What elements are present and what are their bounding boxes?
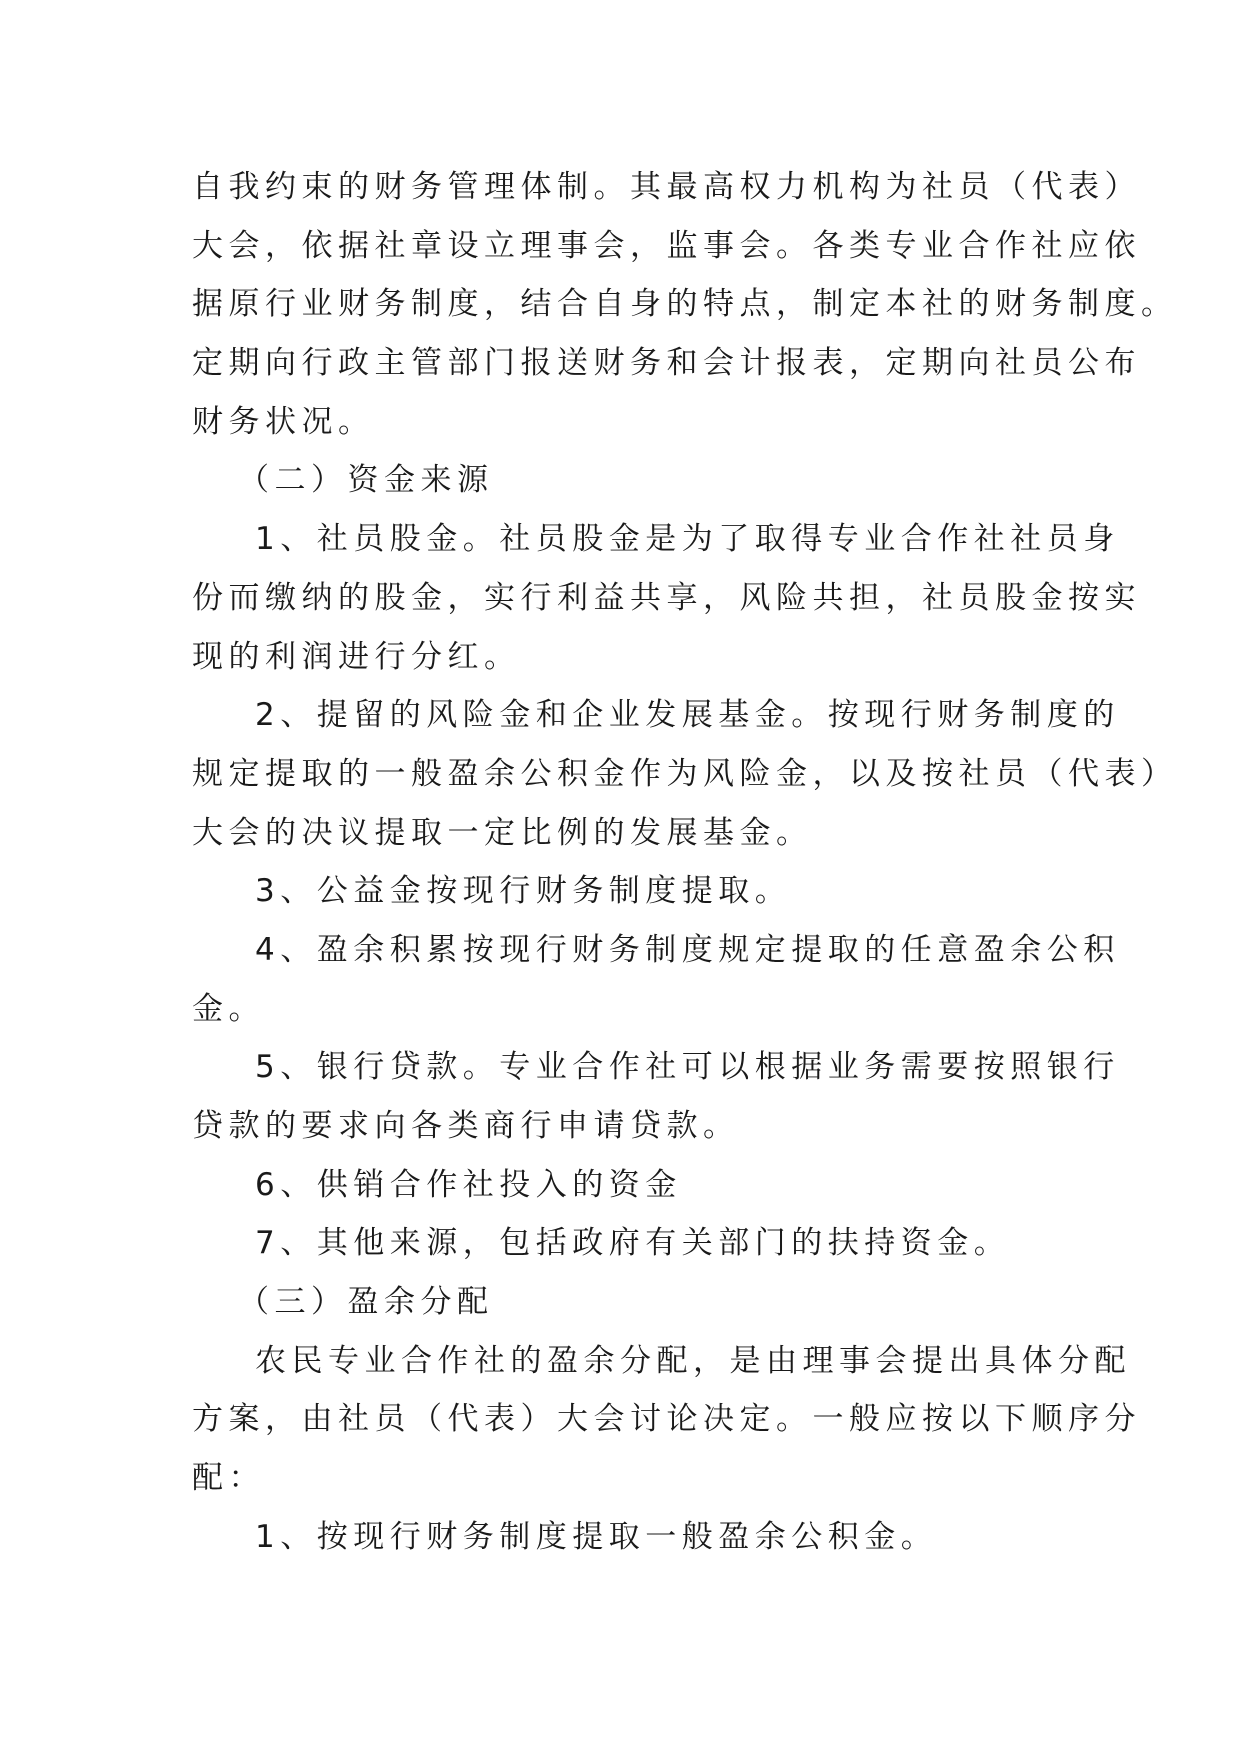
body-line: 定期向行政主管部门报送财务和会计报表，定期向社员公布 [192, 345, 1141, 382]
body-line: 规定提取的一般盈余公积金作为风险金，以及按社员（代表） [192, 755, 1178, 792]
list-item-other-sources: 7、其他来源，包括政府有关部门的扶持资金。 [255, 1225, 1011, 1262]
body-line: 份而缴纳的股金，实行利益共享，风险共担，社员股金按实 [192, 579, 1141, 616]
list-item-general-surplus-reserve: 1、按现行财务制度提取一般盈余公积金。 [255, 1518, 938, 1555]
list-item-bank-loans: 5、银行贷款。专业合作社可以根据业务需要按照银行 [255, 1049, 1120, 1086]
body-line: 方案，由社员（代表）大会讨论决定。一般应按以下顺序分 [192, 1401, 1141, 1438]
list-item-risk-fund: 2、提留的风险金和企业发展基金。按现行财务制度的 [255, 697, 1120, 734]
body-line: 现的利润进行分红。 [192, 638, 521, 675]
section-heading-funding-sources: （二）资金来源 [238, 462, 494, 499]
body-line: 财务状况。 [192, 403, 375, 440]
document-body [192, 158, 1178, 1567]
body-line: 据原行业财务制度，结合自身的特点，制定本社的财务制度。 [192, 286, 1178, 323]
body-line: 配： [192, 1460, 265, 1497]
paragraph-surplus-intro: 农民专业合作社的盈余分配，是由理事会提出具体分配 [255, 1342, 1131, 1379]
list-item-surplus-accumulation: 4、盈余积累按现行财务制度规定提取的任意盈余公积 [255, 931, 1120, 968]
body-line: 贷款的要求向各类商行申请贷款。 [192, 1108, 740, 1144]
body-line: 大会，依据社章设立理事会，监事会。各类专业合作社应依 [192, 227, 1141, 264]
list-item-member-shares: 1、社员股金。社员股金是为了取得专业合作社社员身 [255, 521, 1120, 558]
list-item-coop-investment: 6、供销合作社投入的资金 [255, 1166, 682, 1203]
list-item-public-welfare-fund: 3、公益金按现行财务制度提取。 [255, 873, 792, 910]
body-line: 金。 [192, 990, 265, 1027]
body-line: 自我约束的财务管理体制。其最高权力机构为社员（代表） [192, 169, 1141, 205]
body-line: 大会的决议提取一定比例的发展基金。 [192, 814, 813, 851]
section-heading-surplus-distribution: （三）盈余分配 [238, 1284, 494, 1321]
